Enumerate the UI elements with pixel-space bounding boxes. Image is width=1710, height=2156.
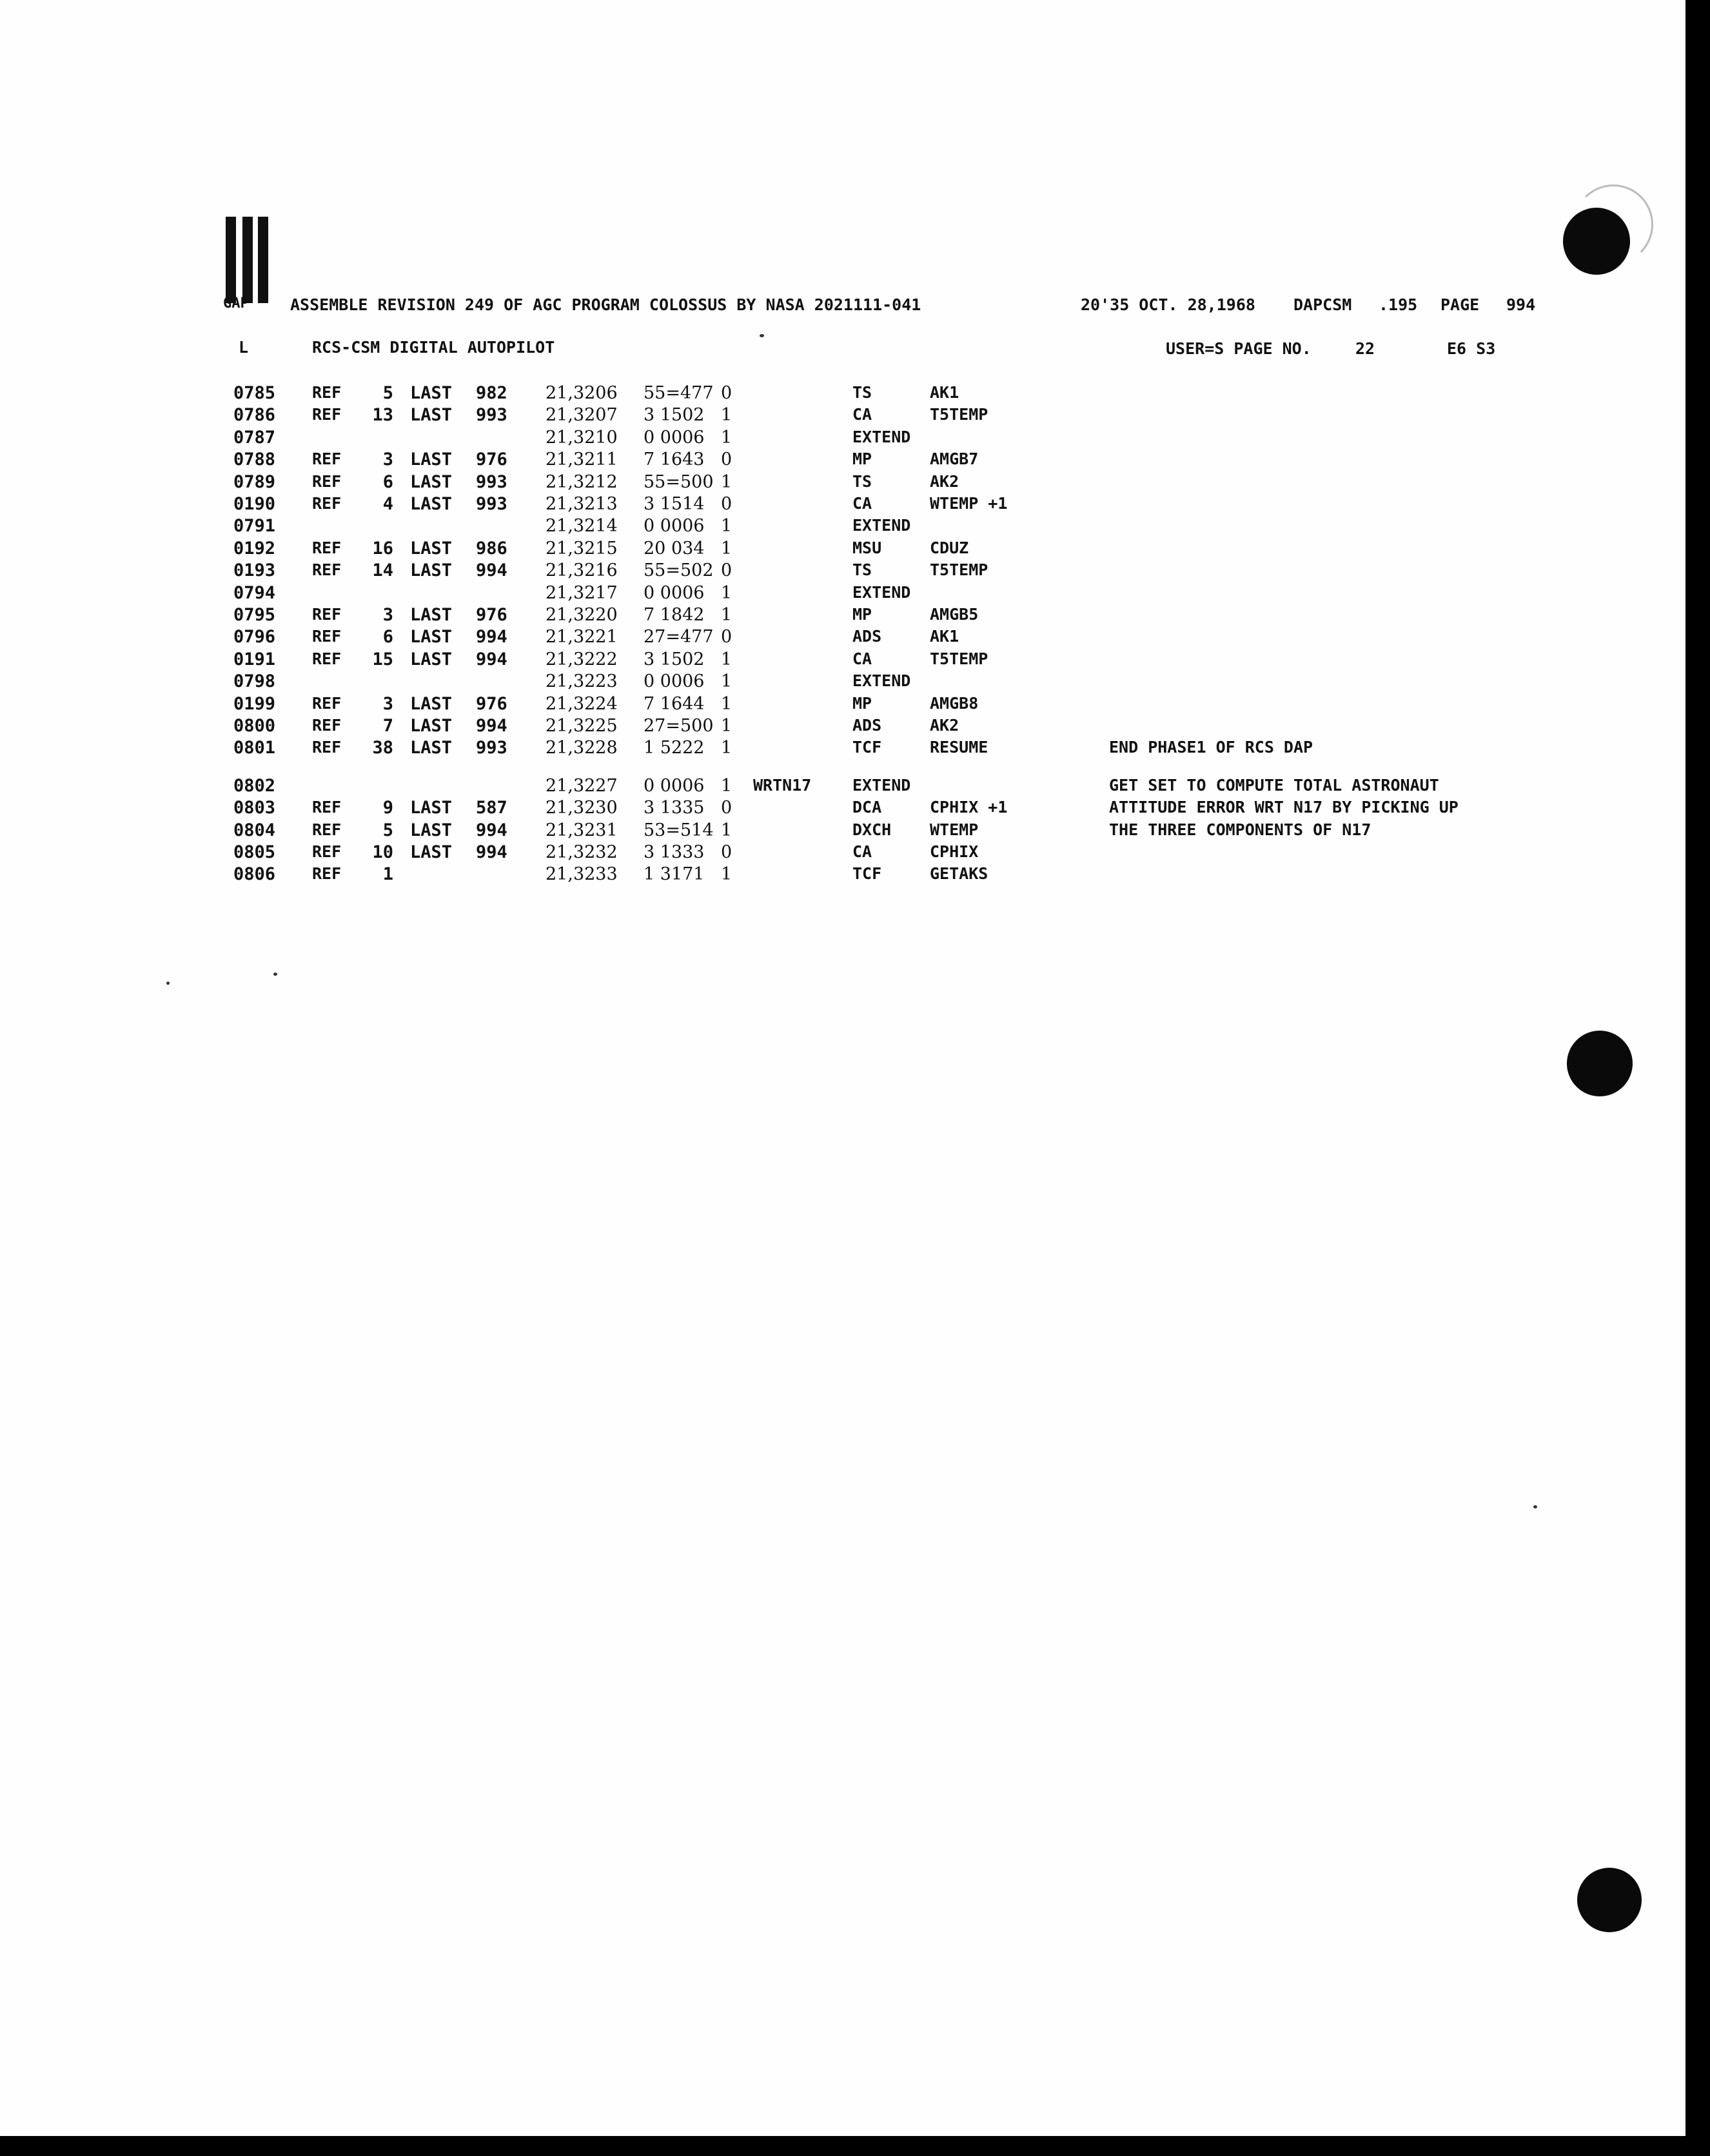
operand: T5TEMP <box>930 405 988 424</box>
ref-marker: REF <box>312 820 342 839</box>
line-number: 0802 <box>233 775 276 796</box>
address: 21,3230 <box>545 798 618 818</box>
line-number: 0803 <box>233 798 276 818</box>
octal-word: 3 1502 <box>644 405 705 426</box>
address: 21,3231 <box>545 820 618 840</box>
last-line: 982 <box>476 383 507 403</box>
octal-word: 0 0006 <box>644 671 705 692</box>
line-number: 0806 <box>233 864 276 885</box>
address: 21,3207 <box>545 405 618 426</box>
line-number: 0798 <box>233 671 276 692</box>
header-dapcsm: DAPCSM <box>1293 295 1352 314</box>
line-number: 0801 <box>233 738 276 758</box>
ref-count: 1 <box>382 864 393 885</box>
listing-row <box>0 383 1685 404</box>
listing-row <box>0 627 1685 648</box>
opcode: EXTEND <box>852 775 911 795</box>
parity-bit: 1 <box>721 516 732 537</box>
operand: WTEMP +1 <box>930 494 1008 513</box>
line-number: 0191 <box>233 649 276 669</box>
octal-word: 3 1335 <box>644 798 705 818</box>
last-line: 587 <box>476 798 507 818</box>
address: 21,3223 <box>545 671 618 692</box>
octal-word: 1 3171 <box>644 864 705 885</box>
listing-row <box>0 738 1685 759</box>
listing-row <box>0 494 1685 515</box>
header-page-label: PAGE <box>1440 295 1480 314</box>
last-line: 976 <box>476 605 507 625</box>
parity-bit: 1 <box>721 582 732 603</box>
listing-row <box>0 450 1685 471</box>
octal-word: 3 1333 <box>644 842 705 862</box>
opcode: ADS <box>852 627 882 646</box>
subheader-prefix: L <box>239 338 249 357</box>
octal-word: 0 0006 <box>644 516 705 537</box>
octal-word: 3 1514 <box>644 494 705 514</box>
operand: T5TEMP <box>930 560 988 580</box>
parity-bit: 0 <box>721 842 732 862</box>
ref-marker: REF <box>312 738 342 757</box>
ref-marker: REF <box>312 538 342 557</box>
line-number: 0800 <box>233 716 276 736</box>
address: 21,3212 <box>545 471 618 492</box>
operand: AMGB7 <box>930 450 979 469</box>
ref-marker: REF <box>312 605 342 624</box>
last-line: 994 <box>476 560 507 581</box>
ref-count: 38 <box>372 738 393 758</box>
octal-word: 53=514 <box>644 820 714 840</box>
address: 21,3217 <box>545 582 618 603</box>
octal-word: 3 1502 <box>644 649 705 669</box>
listing-row <box>0 649 1685 671</box>
last-marker: LAST <box>410 693 453 714</box>
ref-marker: REF <box>312 864 342 884</box>
opcode: TS <box>852 560 872 580</box>
line-number: 0785 <box>233 383 276 403</box>
last-marker: LAST <box>410 538 453 559</box>
last-line: 986 <box>476 538 507 559</box>
address: 21,3225 <box>545 716 618 736</box>
header-marker: GAP <box>223 295 249 312</box>
octal-word: 1 5222 <box>644 738 705 758</box>
listing-row <box>0 842 1685 864</box>
operand: CPHIX +1 <box>930 798 1008 817</box>
opcode: TS <box>852 471 872 491</box>
ref-marker: REF <box>312 405 342 424</box>
octal-word: 0 0006 <box>644 775 705 796</box>
operand: AK1 <box>930 383 959 402</box>
opcode: EXTEND <box>852 516 911 535</box>
line-number: 0788 <box>233 450 276 470</box>
last-marker: LAST <box>410 560 453 581</box>
last-line: 994 <box>476 716 507 736</box>
parity-bit: 1 <box>721 538 732 559</box>
operand: CPHIX <box>930 842 979 861</box>
listing-row <box>0 820 1685 842</box>
parity-bit: 1 <box>721 775 732 796</box>
line-number: 0192 <box>233 538 276 559</box>
last-marker: LAST <box>410 627 453 648</box>
line-number: 0796 <box>233 627 276 648</box>
listing-row <box>0 405 1685 426</box>
opcode: MP <box>852 693 872 713</box>
octal-word: 27=500 <box>644 716 714 736</box>
listing-row <box>0 539 1685 560</box>
parity-bit: 1 <box>721 693 732 714</box>
last-line: 993 <box>476 738 507 758</box>
address: 21,3211 <box>545 450 618 470</box>
octal-word: 27=477 <box>644 627 714 648</box>
ref-marker: REF <box>312 842 342 861</box>
parity-bit: 1 <box>721 864 732 885</box>
ref-marker: REF <box>312 450 342 469</box>
line-number: 0794 <box>233 582 276 603</box>
listing-row <box>0 472 1685 493</box>
address: 21,3210 <box>545 427 618 448</box>
subheader-title: RCS-CSM DIGITAL AUTOPILOT <box>312 338 555 357</box>
address: 21,3213 <box>545 494 618 514</box>
last-line: 993 <box>476 405 507 426</box>
octal-word: 7 1643 <box>644 450 705 470</box>
ref-marker: REF <box>312 798 342 817</box>
parity-bit: 0 <box>721 383 732 403</box>
header-title: ASSEMBLE REVISION 249 OF AGC PROGRAM COLOSSUS BY NASA 2021111-041 <box>290 295 921 314</box>
last-line: 993 <box>476 494 507 514</box>
octal-word: 7 1644 <box>644 693 705 714</box>
opcode: DCA <box>852 798 882 817</box>
last-marker: LAST <box>410 450 453 470</box>
operand: AK2 <box>930 716 959 735</box>
header-timestamp: 20'35 OCT. 28,1968 <box>1081 295 1255 314</box>
line-number: 0199 <box>233 693 276 714</box>
ref-count: 4 <box>382 494 393 514</box>
comment: THE THREE COMPONENTS OF N17 <box>1109 820 1371 839</box>
comment: ATTITUDE ERROR WRT N17 BY PICKING UP <box>1109 798 1459 817</box>
address: 21,3228 <box>545 738 618 758</box>
parity-bit: 1 <box>721 471 732 492</box>
last-marker: LAST <box>410 494 453 514</box>
operand: GETAKS <box>930 864 988 884</box>
speck <box>760 334 764 337</box>
ref-count: 6 <box>382 471 393 492</box>
last-marker: LAST <box>410 842 453 862</box>
octal-word: 20 034 <box>644 538 705 559</box>
address: 21,3221 <box>545 627 618 648</box>
last-marker: LAST <box>410 649 453 669</box>
last-marker: LAST <box>410 405 453 426</box>
ref-marker: REF <box>312 494 342 513</box>
parity-bit: 1 <box>721 649 732 669</box>
last-marker: LAST <box>410 716 453 736</box>
last-line: 976 <box>476 450 507 470</box>
opcode: MP <box>852 605 872 624</box>
last-line: 994 <box>476 820 507 840</box>
ref-count: 14 <box>372 560 393 581</box>
symbol-label: WRTN17 <box>753 775 812 795</box>
opcode: DXCH <box>852 820 892 839</box>
line-number: 0791 <box>233 516 276 537</box>
last-marker: LAST <box>410 471 453 492</box>
operand: T5TEMP <box>930 649 988 668</box>
listing-row <box>0 798 1685 819</box>
line-number: 0786 <box>233 405 276 426</box>
parity-bit: 1 <box>721 716 732 736</box>
address: 21,3214 <box>545 516 618 537</box>
address: 21,3224 <box>545 693 618 714</box>
opcode: MP <box>852 450 872 469</box>
ref-marker: REF <box>312 471 342 491</box>
last-marker: LAST <box>410 798 453 818</box>
opcode: CA <box>852 842 872 861</box>
octal-word: 55=477 <box>644 383 714 403</box>
punch-hole-outline <box>1573 184 1653 264</box>
marker-bar <box>226 217 236 303</box>
parity-bit: 1 <box>721 671 732 692</box>
opcode: EXTEND <box>852 427 911 446</box>
ref-marker: REF <box>312 560 342 580</box>
last-line: 993 <box>476 471 507 492</box>
last-marker: LAST <box>410 605 453 625</box>
line-number: 0193 <box>233 560 276 581</box>
operand: CDUZ <box>930 538 969 557</box>
ref-count: 16 <box>372 538 393 559</box>
parity-bit: 0 <box>721 798 732 818</box>
line-number: 0787 <box>233 427 276 448</box>
ref-marker: REF <box>312 693 342 713</box>
listing-row <box>0 694 1685 715</box>
operand: WTEMP <box>930 820 979 839</box>
opcode: EXTEND <box>852 582 911 602</box>
listing-row <box>0 560 1685 582</box>
octal-word: 55=500 <box>644 471 714 492</box>
octal-word: 55=502 <box>644 560 714 581</box>
operand: RESUME <box>930 738 988 757</box>
opcode: TCF <box>852 738 882 757</box>
punch-hole <box>1567 1031 1633 1096</box>
last-marker: LAST <box>410 738 453 758</box>
ref-count: 3 <box>382 605 393 625</box>
line-number: 0795 <box>233 605 276 625</box>
address: 21,3232 <box>545 842 618 862</box>
address: 21,3233 <box>545 864 618 885</box>
listing-row <box>0 428 1685 449</box>
parity-bit: 1 <box>721 427 732 448</box>
last-line: 994 <box>476 842 507 862</box>
opcode: EXTEND <box>852 671 911 691</box>
line-number: 0789 <box>233 471 276 492</box>
ref-count: 7 <box>382 716 393 736</box>
parity-bit: 1 <box>721 738 732 758</box>
octal-word: 0 0006 <box>644 427 705 448</box>
line-number: 0190 <box>233 494 276 514</box>
listing-row <box>0 583 1685 604</box>
speck <box>166 982 170 985</box>
parity-bit: 0 <box>721 627 732 648</box>
ref-marker: REF <box>312 716 342 735</box>
ref-count: 3 <box>382 693 393 714</box>
header-page-number: 994 <box>1506 295 1536 314</box>
comment: END PHASE1 OF RCS DAP <box>1109 738 1313 757</box>
ref-marker: REF <box>312 649 342 668</box>
ref-marker: REF <box>312 383 342 402</box>
marker-bar <box>258 217 268 303</box>
parity-bit: 1 <box>721 820 732 840</box>
ref-count: 5 <box>382 820 393 840</box>
subheader-user-page-number: 22 <box>1355 339 1375 358</box>
punch-hole <box>1577 1868 1642 1932</box>
ref-count: 9 <box>382 798 393 818</box>
operand: AK2 <box>930 471 959 491</box>
parity-bit: 1 <box>721 405 732 426</box>
opcode: MSU <box>852 538 882 557</box>
address: 21,3222 <box>545 649 618 669</box>
ref-count: 3 <box>382 450 393 470</box>
opcode: TCF <box>852 864 882 884</box>
opcode: CA <box>852 649 872 668</box>
opcode: CA <box>852 494 872 513</box>
octal-word: 7 1842 <box>644 605 705 625</box>
last-line: 994 <box>476 649 507 669</box>
parity-bit: 1 <box>721 605 732 625</box>
parity-bit: 0 <box>721 560 732 581</box>
marker-bar <box>242 217 253 303</box>
line-number: 0805 <box>233 842 276 862</box>
subheader-user-page-label: USER=S PAGE NO. <box>1166 339 1312 358</box>
listing-row <box>0 671 1685 693</box>
ref-count: 6 <box>382 627 393 648</box>
operand: AMGB8 <box>930 693 979 713</box>
opcode: ADS <box>852 716 882 735</box>
ref-count: 15 <box>372 649 393 669</box>
opcode: CA <box>852 405 872 424</box>
operand: AMGB5 <box>930 605 979 624</box>
listing-row <box>0 864 1685 885</box>
parity-bit: 0 <box>721 494 732 514</box>
listing-row <box>0 716 1685 737</box>
ref-count: 10 <box>372 842 393 862</box>
parity-bit: 0 <box>721 450 732 470</box>
header-code: .195 <box>1379 295 1418 314</box>
address: 21,3216 <box>545 560 618 581</box>
listing-row <box>0 605 1685 626</box>
last-line: 976 <box>476 693 507 714</box>
listing-row <box>0 776 1685 797</box>
last-marker: LAST <box>410 820 453 840</box>
ref-marker: REF <box>312 627 342 646</box>
last-line: 994 <box>476 627 507 648</box>
comment: GET SET TO COMPUTE TOTAL ASTRONAUT <box>1109 775 1439 795</box>
opcode: TS <box>852 383 872 402</box>
address: 21,3227 <box>545 775 618 796</box>
ref-count: 13 <box>372 405 393 426</box>
speck <box>273 973 277 976</box>
address: 21,3215 <box>545 538 618 559</box>
subheader-code: E6 S3 <box>1447 339 1496 358</box>
speck <box>1533 1505 1537 1508</box>
octal-word: 0 0006 <box>644 582 705 603</box>
address: 21,3220 <box>545 605 618 625</box>
ref-count: 5 <box>382 383 393 403</box>
operand: AK1 <box>930 627 959 646</box>
listing-row <box>0 516 1685 537</box>
line-number: 0804 <box>233 820 276 840</box>
last-marker: LAST <box>410 383 453 403</box>
address: 21,3206 <box>545 383 618 403</box>
